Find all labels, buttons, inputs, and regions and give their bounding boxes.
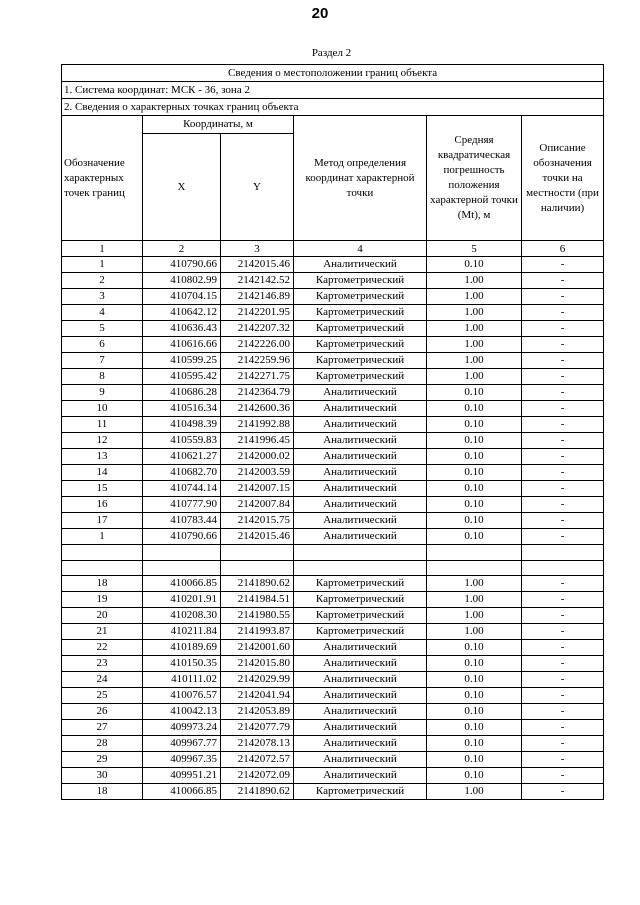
y-coordinate: 2142015.46 (221, 529, 294, 545)
x-coordinate: 410744.14 (143, 481, 221, 497)
y-coordinate: 2141890.62 (221, 576, 294, 592)
y-coordinate: 2142015.46 (221, 257, 294, 273)
contour-separator-row (62, 545, 604, 561)
method-cell: Аналитический (294, 481, 427, 497)
description-cell: - (522, 784, 604, 800)
y-coordinate: 2141984.51 (221, 592, 294, 608)
empty-cell (427, 561, 522, 576)
empty-cell (522, 561, 604, 576)
coord-system: 1. Система координат: МСК - 36, зона 2 (62, 82, 604, 99)
method-cell: Картометрический (294, 305, 427, 321)
description-cell: - (522, 385, 604, 401)
point-id: 14 (62, 465, 143, 481)
point-id: 27 (62, 720, 143, 736)
header-error: Средняя квадратическая погрешность положения характерной точки (Mt), м (427, 116, 522, 241)
y-coordinate: 2142053.89 (221, 704, 294, 720)
method-cell: Картометрический (294, 592, 427, 608)
x-coordinate: 410636.43 (143, 321, 221, 337)
error-cell: 0.10 (427, 736, 522, 752)
x-coordinate: 410642.12 (143, 305, 221, 321)
error-cell: 1.00 (427, 784, 522, 800)
table-row (62, 449, 604, 465)
header-method: Метод определения координат характерной точки (294, 116, 427, 241)
method-cell: Картометрический (294, 624, 427, 640)
point-id: 7 (62, 353, 143, 369)
x-coordinate: 409967.35 (143, 752, 221, 768)
description-cell: - (522, 481, 604, 497)
point-id: 2 (62, 273, 143, 289)
table-row (62, 529, 604, 545)
table-row (62, 273, 604, 289)
point-id: 4 (62, 305, 143, 321)
point-id: 17 (62, 513, 143, 529)
table-row (62, 321, 604, 337)
error-cell: 1.00 (427, 273, 522, 289)
empty-cell (221, 545, 294, 561)
x-coordinate: 410599.25 (143, 353, 221, 369)
x-coordinate: 410516.34 (143, 401, 221, 417)
method-cell: Картометрический (294, 353, 427, 369)
table-row (62, 465, 604, 481)
method-cell: Аналитический (294, 720, 427, 736)
x-coordinate: 410595.42 (143, 369, 221, 385)
error-cell: 1.00 (427, 608, 522, 624)
y-coordinate: 2141992.88 (221, 417, 294, 433)
point-id: 24 (62, 672, 143, 688)
method-cell: Картометрический (294, 273, 427, 289)
description-cell: - (522, 321, 604, 337)
header-coords: Координаты, м (143, 116, 294, 134)
y-coordinate: 2142003.59 (221, 465, 294, 481)
x-coordinate: 410777.90 (143, 497, 221, 513)
y-coordinate: 2142146.89 (221, 289, 294, 305)
x-coordinate: 409973.24 (143, 720, 221, 736)
error-cell: 0.10 (427, 401, 522, 417)
x-coordinate: 410211.84 (143, 624, 221, 640)
x-coordinate: 410790.66 (143, 257, 221, 273)
empty-cell (294, 561, 427, 576)
description-cell: - (522, 624, 604, 640)
description-cell: - (522, 640, 604, 656)
description-cell: - (522, 401, 604, 417)
point-id: 20 (62, 608, 143, 624)
method-cell: Картометрический (294, 608, 427, 624)
description-cell: - (522, 592, 604, 608)
error-cell: 1.00 (427, 624, 522, 640)
x-coordinate: 410498.39 (143, 417, 221, 433)
x-coordinate: 410686.28 (143, 385, 221, 401)
method-cell: Аналитический (294, 752, 427, 768)
y-coordinate: 2142201.95 (221, 305, 294, 321)
y-coordinate: 2142078.13 (221, 736, 294, 752)
table-row (62, 736, 604, 752)
y-coordinate: 2142600.36 (221, 401, 294, 417)
boundary-points-table (61, 64, 604, 800)
y-coordinate: 2142029.99 (221, 672, 294, 688)
table-body (62, 65, 604, 800)
description-cell: - (522, 417, 604, 433)
description-cell: - (522, 768, 604, 784)
error-cell: 1.00 (427, 576, 522, 592)
y-coordinate: 2142226.00 (221, 337, 294, 353)
point-id: 22 (62, 640, 143, 656)
description-cell: - (522, 497, 604, 513)
point-id: 8 (62, 369, 143, 385)
page-number: 20 (311, 5, 329, 22)
description-cell: - (522, 513, 604, 529)
y-coordinate: 2142001.60 (221, 640, 294, 656)
x-coordinate: 410066.85 (143, 576, 221, 592)
description-cell: - (522, 608, 604, 624)
column-number: 1 (62, 241, 143, 257)
point-id: 9 (62, 385, 143, 401)
description-cell: - (522, 337, 604, 353)
header-description: Описание обозначения точки на местности (при наличии) (522, 116, 604, 241)
error-cell: 1.00 (427, 289, 522, 305)
description-cell: - (522, 736, 604, 752)
point-id: 23 (62, 656, 143, 672)
description-cell: - (522, 273, 604, 289)
method-cell: Аналитический (294, 417, 427, 433)
description-cell: - (522, 688, 604, 704)
method-cell: Аналитический (294, 401, 427, 417)
table-row (62, 337, 604, 353)
table-row (62, 704, 604, 720)
x-coordinate: 410802.99 (143, 273, 221, 289)
method-cell: Картометрический (294, 337, 427, 353)
table-row (62, 656, 604, 672)
y-coordinate: 2142259.96 (221, 353, 294, 369)
y-coordinate: 2142072.09 (221, 768, 294, 784)
method-cell: Картометрический (294, 289, 427, 305)
table-row (62, 688, 604, 704)
description-cell: - (522, 305, 604, 321)
table-row (62, 513, 604, 529)
error-cell: 1.00 (427, 321, 522, 337)
method-cell: Аналитический (294, 465, 427, 481)
column-numbers-row (62, 241, 604, 257)
point-id: 1 (62, 257, 143, 273)
x-coordinate: 410150.35 (143, 656, 221, 672)
method-cell: Аналитический (294, 433, 427, 449)
point-id: 1 (62, 529, 143, 545)
method-cell: Аналитический (294, 449, 427, 465)
table-row (62, 417, 604, 433)
error-cell: 0.10 (427, 752, 522, 768)
y-coordinate: 2142007.15 (221, 481, 294, 497)
error-cell: 0.10 (427, 465, 522, 481)
point-id: 21 (62, 624, 143, 640)
empty-cell (294, 545, 427, 561)
point-id: 18 (62, 784, 143, 800)
y-coordinate: 2142041.94 (221, 688, 294, 704)
method-cell: Аналитический (294, 385, 427, 401)
empty-cell (427, 545, 522, 561)
table-row (62, 784, 604, 800)
point-id: 26 (62, 704, 143, 720)
y-coordinate: 2142077.79 (221, 720, 294, 736)
method-cell: Картометрический (294, 369, 427, 385)
table-row (62, 289, 604, 305)
y-coordinate: 2142015.80 (221, 656, 294, 672)
point-id: 6 (62, 337, 143, 353)
x-coordinate: 410208.30 (143, 608, 221, 624)
contour-separator-row (62, 561, 604, 576)
error-cell: 0.10 (427, 672, 522, 688)
y-coordinate: 2142072.57 (221, 752, 294, 768)
table-row (62, 608, 604, 624)
error-cell: 0.10 (427, 768, 522, 784)
table-row (62, 401, 604, 417)
method-cell: Аналитический (294, 640, 427, 656)
method-cell: Аналитический (294, 656, 427, 672)
error-cell: 0.10 (427, 417, 522, 433)
error-cell: 0.10 (427, 385, 522, 401)
table-row (62, 305, 604, 321)
description-cell: - (522, 369, 604, 385)
description-cell: - (522, 752, 604, 768)
method-cell: Аналитический (294, 497, 427, 513)
error-cell: 0.10 (427, 656, 522, 672)
x-coordinate: 410076.57 (143, 688, 221, 704)
header-designation: Обозначение характерных точек границ (62, 116, 143, 241)
header-x: X (143, 134, 221, 241)
description-cell: - (522, 465, 604, 481)
y-coordinate: 2141993.87 (221, 624, 294, 640)
description-cell: - (522, 353, 604, 369)
description-cell: - (522, 529, 604, 545)
table-row (62, 497, 604, 513)
error-cell: 0.10 (427, 688, 522, 704)
error-cell: 0.10 (427, 257, 522, 273)
error-cell: 0.10 (427, 704, 522, 720)
x-coordinate: 410783.44 (143, 513, 221, 529)
x-coordinate: 410066.85 (143, 784, 221, 800)
table-row (62, 752, 604, 768)
x-coordinate: 410559.83 (143, 433, 221, 449)
description-cell: - (522, 704, 604, 720)
method-cell: Картометрический (294, 784, 427, 800)
empty-cell (62, 561, 143, 576)
method-cell: Аналитический (294, 736, 427, 752)
method-cell: Аналитический (294, 704, 427, 720)
error-cell: 1.00 (427, 337, 522, 353)
point-id: 28 (62, 736, 143, 752)
point-id: 18 (62, 576, 143, 592)
y-coordinate: 2142271.75 (221, 369, 294, 385)
point-id: 13 (62, 449, 143, 465)
x-coordinate: 410111.02 (143, 672, 221, 688)
error-cell: 0.10 (427, 433, 522, 449)
x-coordinate: 410189.69 (143, 640, 221, 656)
method-cell: Картометрический (294, 576, 427, 592)
table-row (62, 353, 604, 369)
table-row (62, 385, 604, 401)
description-cell: - (522, 289, 604, 305)
section-title: Раздел 2 (311, 47, 352, 59)
error-cell: 0.10 (427, 640, 522, 656)
x-coordinate: 410790.66 (143, 529, 221, 545)
y-coordinate: 2142142.52 (221, 273, 294, 289)
y-coordinate: 2142000.02 (221, 449, 294, 465)
method-cell: Аналитический (294, 257, 427, 273)
column-number: 5 (427, 241, 522, 257)
column-number: 2 (143, 241, 221, 257)
y-coordinate: 2141890.62 (221, 784, 294, 800)
points-heading: 2. Сведения о характерных точках границ объекта (62, 99, 604, 116)
error-cell: 1.00 (427, 369, 522, 385)
point-id: 11 (62, 417, 143, 433)
empty-cell (143, 545, 221, 561)
description-cell: - (522, 433, 604, 449)
y-coordinate: 2141996.45 (221, 433, 294, 449)
description-cell: - (522, 449, 604, 465)
header-y: Y (221, 134, 294, 241)
description-cell: - (522, 257, 604, 273)
description-cell: - (522, 720, 604, 736)
point-id: 15 (62, 481, 143, 497)
x-coordinate: 410616.66 (143, 337, 221, 353)
method-cell: Картометрический (294, 321, 427, 337)
y-coordinate: 2141980.55 (221, 608, 294, 624)
method-cell: Аналитический (294, 529, 427, 545)
empty-cell (522, 545, 604, 561)
y-coordinate: 2142007.84 (221, 497, 294, 513)
table-row (62, 576, 604, 592)
y-coordinate: 2142364.79 (221, 385, 294, 401)
x-coordinate: 410682.70 (143, 465, 221, 481)
table-row (62, 481, 604, 497)
method-cell: Аналитический (294, 768, 427, 784)
point-id: 5 (62, 321, 143, 337)
x-coordinate: 410621.27 (143, 449, 221, 465)
empty-cell (62, 545, 143, 561)
x-coordinate: 410042.13 (143, 704, 221, 720)
point-id: 25 (62, 688, 143, 704)
empty-cell (143, 561, 221, 576)
point-id: 10 (62, 401, 143, 417)
point-id: 19 (62, 592, 143, 608)
error-cell: 1.00 (427, 305, 522, 321)
y-coordinate: 2142207.32 (221, 321, 294, 337)
table-title: Сведения о местоположении границ объекта (62, 65, 604, 82)
empty-cell (221, 561, 294, 576)
y-coordinate: 2142015.75 (221, 513, 294, 529)
x-coordinate: 410704.15 (143, 289, 221, 305)
description-cell: - (522, 656, 604, 672)
table-row (62, 592, 604, 608)
x-coordinate: 410201.91 (143, 592, 221, 608)
point-id: 29 (62, 752, 143, 768)
error-cell: 0.10 (427, 720, 522, 736)
column-number: 6 (522, 241, 604, 257)
table-row (62, 433, 604, 449)
error-cell: 0.10 (427, 449, 522, 465)
method-cell: Аналитический (294, 513, 427, 529)
point-id: 16 (62, 497, 143, 513)
error-cell: 1.00 (427, 353, 522, 369)
table-row (62, 624, 604, 640)
point-id: 3 (62, 289, 143, 305)
error-cell: 0.10 (427, 513, 522, 529)
description-cell: - (522, 576, 604, 592)
table-row (62, 672, 604, 688)
error-cell: 0.10 (427, 497, 522, 513)
table-row (62, 257, 604, 273)
column-number: 3 (221, 241, 294, 257)
error-cell: 0.10 (427, 529, 522, 545)
column-number: 4 (294, 241, 427, 257)
method-cell: Аналитический (294, 688, 427, 704)
x-coordinate: 409951.21 (143, 768, 221, 784)
table-row (62, 720, 604, 736)
point-id: 12 (62, 433, 143, 449)
method-cell: Аналитический (294, 672, 427, 688)
table-row (62, 640, 604, 656)
table-row (62, 768, 604, 784)
error-cell: 1.00 (427, 592, 522, 608)
table-row (62, 369, 604, 385)
point-id: 30 (62, 768, 143, 784)
x-coordinate: 409967.77 (143, 736, 221, 752)
description-cell: - (522, 672, 604, 688)
error-cell: 0.10 (427, 481, 522, 497)
